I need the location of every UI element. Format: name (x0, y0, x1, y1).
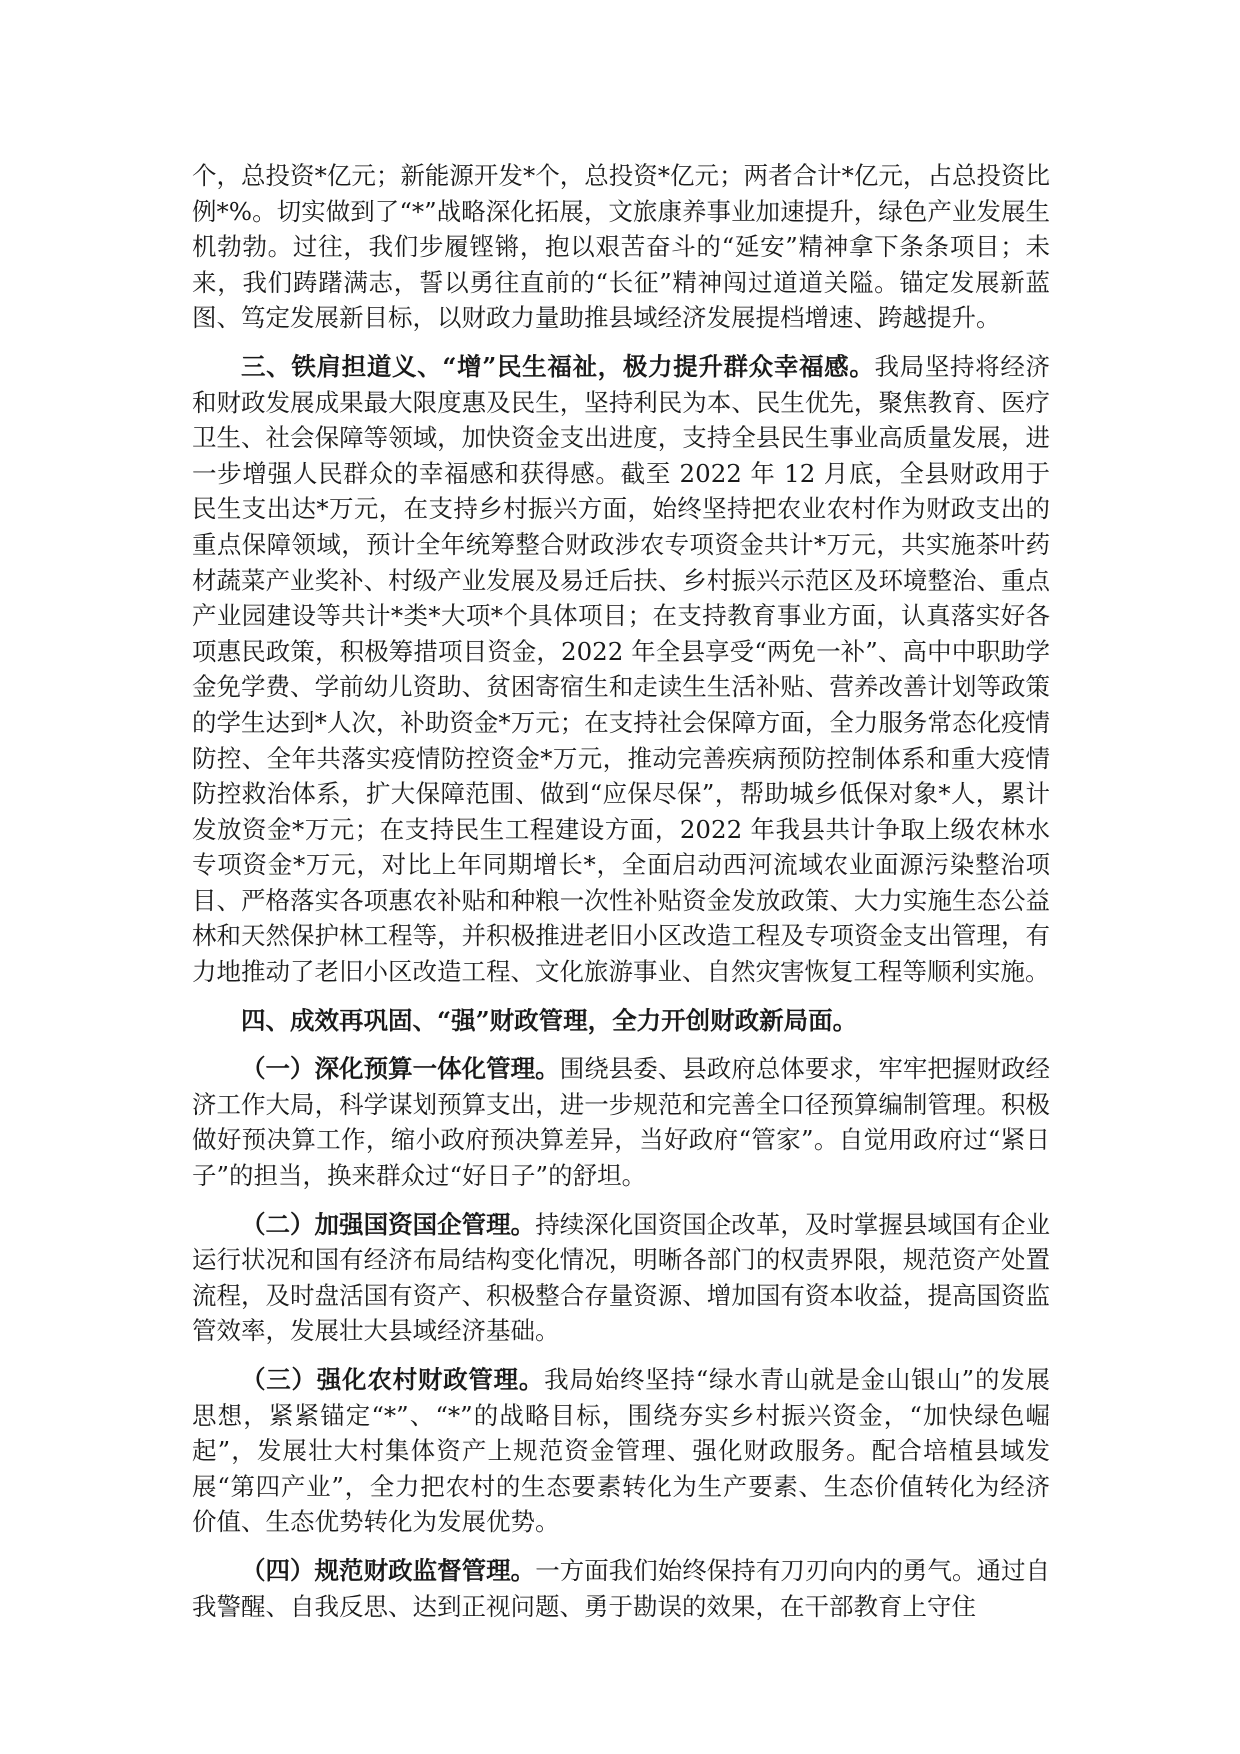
document-body (192, 158, 1050, 1637)
paragraph-text: 我局始终坚持“绿水青山就是金山银山”的发展思想，紧紧锚定“*”、“*”的战略目标，围绕夯实乡村振兴资金，“加快绿色崛起”，发展壮大村集体资产上规范资金管理、强化财政服务。配合培植县域发展“第四产业”，全力把农村的生态要素转化为生产要素、生态价值转化为经济价值、生态优势转化为发展优势。 (192, 1365, 1050, 1537)
paragraph-section-three (192, 349, 1050, 990)
paragraph-investment-summary (192, 158, 1050, 336)
paragraph-text: 个，总投资*亿元；新能源开发*个，总投资*亿元；两者合计*亿元，占总投资比例*%。切实做到了“*”战略深化拓展，文旅康养事业加速提升，绿色产业发展生机勃勃。过往，我们步履铿锵，抱以艰苦奋斗的“延安”精神拿下条条项目；未来，我们踌躇满志，誓以勇往直前的“长征”精神闯过道道关隘。锚定发展新蓝图、笃定发展新目标，以财政力量助推县域经济发展提档增速、跨越提升。 (192, 161, 1050, 333)
paragraph-subsection-one (192, 1051, 1050, 1193)
subsection-heading-two: （二）加强国资国企管理。 (241, 1209, 536, 1239)
section-heading-three: 三、铁肩担道义、“增”民生福祉，极力提升群众幸福感。 (241, 351, 875, 381)
subsection-heading-one: （一）深化预算一体化管理。 (241, 1054, 560, 1084)
paragraph-text: 持续深化国资国企改革，及时掌握县域国有企业运行状况和国有经济布局结构变化情况，明晰各部门的权责界限，规范资产处置流程，及时盘活国有资产、积极整合存量资源、增加国有资本收益，提高国资监管效率，发展壮大县域经济基础。 (192, 1209, 1050, 1346)
paragraph-section-four (192, 1003, 1050, 1039)
subsection-heading-four: （四）规范财政监督管理。 (241, 1555, 536, 1585)
paragraph-subsection-two (192, 1207, 1050, 1349)
paragraph-subsection-four (192, 1553, 1050, 1624)
paragraph-text: 我局坚持将经济和财政发展成果最大限度惠及民生，坚持利民为本、民生优先，聚焦教育、医疗卫生、社会保障等领域，加快资金支出进度，支持全县民生事业高质量发展，进一步增强人民群众的幸福感和获得感。截至 2022 年 12 月底，全县财政用于民生支出达*万元，在支持乡村振兴方面，始终坚持把农业农村作为财政支出的重点保障领域，预计全年统筹整合财政涉农专项资金共计*万元，共实施茶叶药材蔬菜产业奖补、村级产业发展及易迁后扶、乡村振兴示范区及环境整治、重点产业园建设等共计*类*大项*个具体项目；在支持教育事业方面，认真落实好各项惠民政策，积极筹措项目资金，2022 年全县享受“两免一补”、高中中职助学金免学费、学前幼儿资助、贫困寄宿生和走读生生活补贴、营养改善计划等政策的学生达到*人次，补助资金*万元；在支持社会保障方面，全力服务常态化疫情防控、全年共落实疫情防控资金*万元，推动完善疾病预防控制体系和重大疫情防控救治体系，扩大保障范围、做到“应保尽保”，帮助城乡低保对象*人，累计发放资金*万元；在支持民生工程建设方面，2022 年我县共计争取上级农林水专项资金*万元，对比上年同期增长*，全面启动西河流域农业面源污染整治项目、严格落实各项惠农补贴和种粮一次性补贴资金发放政策、大力实施生态公益林和天然保护林工程等，并积极推进老旧小区改造工程及专项资金支出管理，有力地推动了老旧小区改造工程、文化旅游事业、自然灾害恢复工程等顺利实施。 (192, 351, 1050, 987)
paragraph-text: 围绕县委、县政府总体要求，牢牢把握财政经济工作大局，科学谋划预算支出，进一步规范和完善全口径预算编制管理。积极做好预决算工作，缩小政府预决算差异，当好政府“管家”。自觉用政府过“紧日子”的担当，换来群众过“好日子”的舒坦。 (192, 1054, 1050, 1191)
section-heading-four: 四、成效再巩固、“强”财政管理，全力开创财政新局面。 (241, 1005, 858, 1035)
paragraph-text: 一方面我们始终保持有刀刃向内的勇气。通过自我警醒、自我反思、达到正视问题、勇于勘误的效果，在干部教育上守住 (192, 1555, 1050, 1621)
paragraph-subsection-three (192, 1362, 1050, 1540)
subsection-heading-three: （三）强化农村财政管理。 (241, 1365, 545, 1394)
